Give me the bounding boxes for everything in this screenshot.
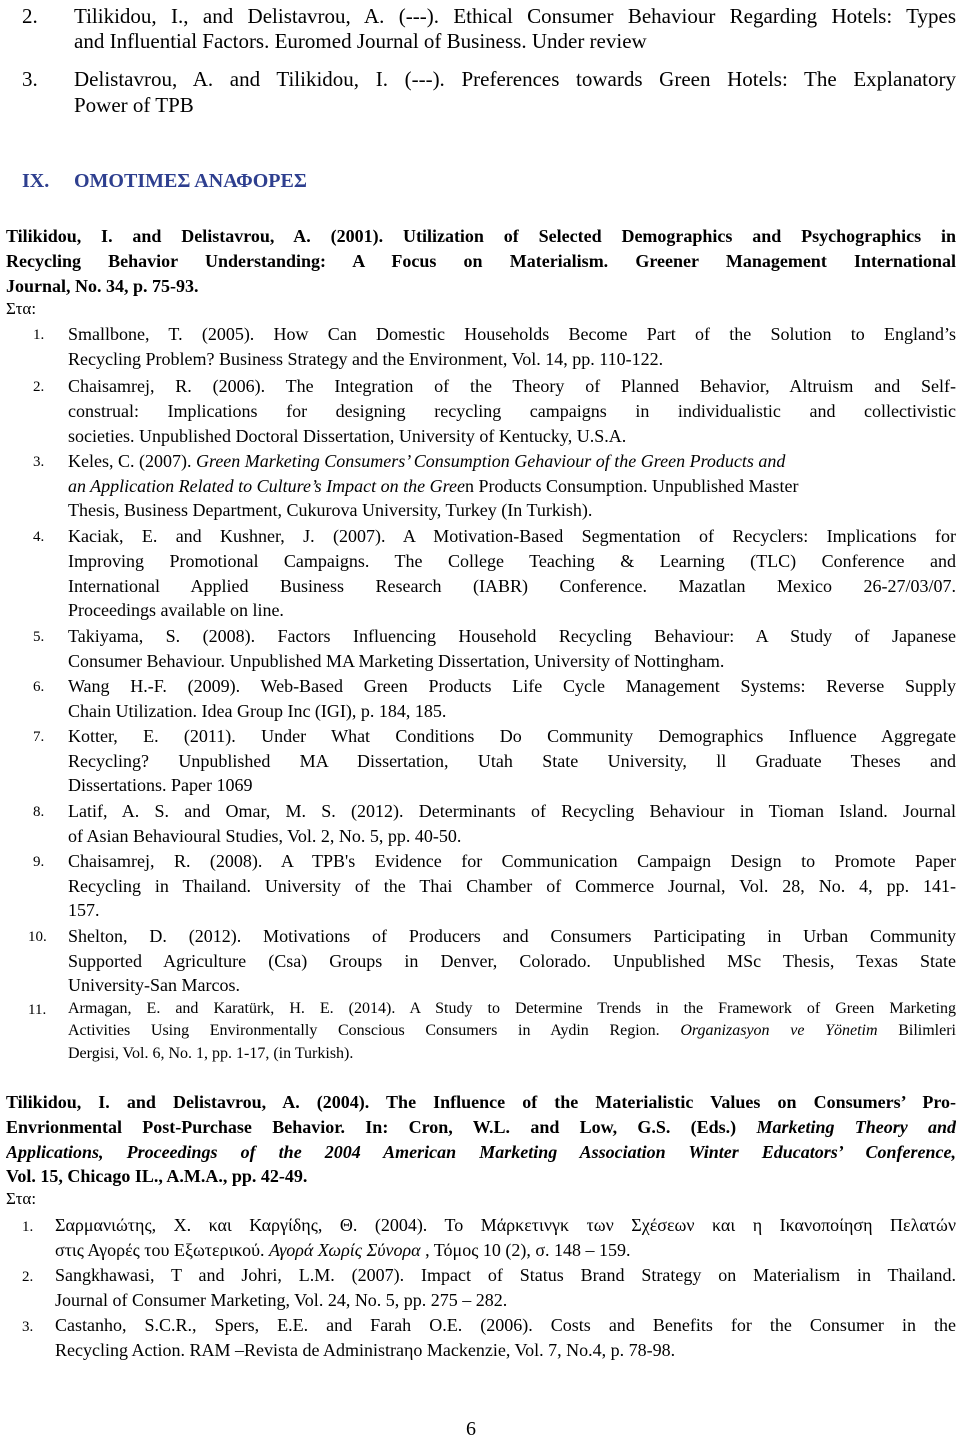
citation-line bbox=[68, 476, 798, 497]
citation-line: Castanho, S.C.R., Spers, E.E. and Farah O.E. (2006). Costs and Benefits for the Consumer in the bbox=[55, 1315, 956, 1335]
citation-line: Thesis, Business Department, Cukurova University, Turkey (In Turkish). bbox=[68, 500, 593, 520]
citation-text: , Τόμος 10 (2), σ. 148 – 159. bbox=[420, 1240, 631, 1260]
citation-line: Consumer Behaviour. Unpublished MA Marketing Dissertation, University of Nottingham. bbox=[68, 651, 725, 671]
reference-heading-line: Vol. 15, Chicago IL., A.M.A., pp. 42-49. bbox=[6, 1166, 308, 1186]
reference-heading-line: Journal, No. 34, p. 75-93. bbox=[6, 276, 199, 296]
citation-line: Σαρμανιώτης, Χ. και Καργίδης, Θ. (2004). Το Μάρκετινγκ των Σχέσεων και η Ικανοποίηση Πελατών bbox=[55, 1215, 956, 1235]
list-item-line: Tilikidou, I., and Delistavrou, A. (---). Ethical Consumer Behaviour Regarding Hotels: Types bbox=[74, 4, 956, 28]
citation-line: Recycling Problem? Business Strategy and the Environment, Vol. 14, pp. 110-122. bbox=[68, 349, 664, 369]
citation-line: Dergisi, Vol. 6, No. 1, pp. 1-17, (in Turkish). bbox=[68, 1045, 354, 1062]
citation-line: University-San Marcos. bbox=[68, 975, 240, 995]
list-item-number: 3. bbox=[22, 67, 38, 91]
citation-line: Chaisamrej, R. (2006). The Integration of the Theory of Planned Behavior, Altruism and Self- bbox=[68, 376, 956, 396]
list-item-line: and Influential Factors. Euromed Journal of Business. Under review bbox=[74, 29, 647, 53]
citation-number: 2. bbox=[33, 379, 45, 395]
citation-line: societies. Unpublished Doctoral Dissertation, University of Kentucky, U.S.A. bbox=[68, 426, 627, 446]
citation-number: 1. bbox=[22, 1219, 34, 1235]
citation-number: 1. bbox=[33, 327, 45, 343]
citation-line: Takiyama, S. (2008). Factors Influencing Household Recycling Behaviour: A Study of Japanese bbox=[68, 626, 956, 646]
citation-line: Dissertations. Paper 1069 bbox=[68, 775, 253, 795]
citation-line: Wang H.-F. (2009). Web-Based Green Products Life Cycle Management Systems: Reverse Supply bbox=[68, 676, 956, 696]
citation-line: 157. bbox=[68, 900, 100, 920]
citation-number: 3. bbox=[22, 1319, 34, 1335]
citation-line: Latif, A. S. and Omar, M. S. (2012). Determinants of Recycling Behaviour in Tioman Island. Journal bbox=[68, 801, 956, 821]
citation-line: Recycling? Unpublished MA Dissertation, Utah State University, ll Graduate Theses and bbox=[68, 751, 956, 771]
citation-line: Sangkhawasi, T and Johri, L.M. (2007). Impact of Status Brand Strategy on Materialism in Thailand. bbox=[55, 1265, 956, 1285]
citation-authors: Keles, C. (2007). bbox=[68, 451, 196, 471]
reference-heading-line: Recycling Behavior Understanding: A Focus on Materialism. Greener Management International bbox=[6, 251, 956, 271]
citation-line: Journal of Consumer Marketing, Vol. 24, No. 5, pp. 275 – 282. bbox=[55, 1290, 508, 1310]
citation-line: of Asian Behavioural Studies, Vol. 2, No. 5, pp. 40-50. bbox=[68, 826, 462, 846]
reference-heading-line bbox=[6, 1117, 956, 1138]
citation-text: n Products Consumption. Unpublished Master bbox=[464, 476, 799, 496]
reference-heading-line: Tilikidou, I. and Delistavrou, A. (2004). The Influence of the Materialistic Values on Consumers’ Pro- bbox=[6, 1092, 956, 1112]
section-title: ΟΜΟΤΙΜΕΣ ΑΝΑΦΟΡΕΣ bbox=[74, 170, 307, 192]
list-item-line: Delistavrou, A. and Tilikidou, I. (---). Preferences towards Green Hotels: The Explanatory bbox=[74, 67, 956, 91]
citation-line: Supported Agriculture (Csa) Groups in Denver, Colorado. Unpublished MSc Thesis, Texas State bbox=[68, 951, 956, 971]
citation-line bbox=[68, 1022, 956, 1040]
citation-line: Smallbone, T. (2005). How Can Domestic Households Become Part of the Solution to England’s bbox=[68, 324, 956, 344]
citation-line: Armagan, E. and Karatürk, H. E. (2014). A Study to Determine Trends in the Framework of Green Marketing bbox=[68, 1000, 956, 1017]
citation-number: 3. bbox=[33, 454, 45, 470]
citation-line: Recycling in Thailand. University of the Thai Chamber of Commerce Journal, Vol. 28, No. 4, pp. 141- bbox=[68, 876, 956, 896]
citation-number: 11. bbox=[28, 1002, 47, 1018]
citation-line: Kaciak, E. and Kushner, J. (2007). A Motivation-Based Segmentation of Recyclers: Implications for bbox=[68, 526, 956, 546]
list-item-number: 2. bbox=[22, 4, 38, 28]
citation-number: 8. bbox=[33, 804, 45, 820]
reference-heading-line: Applications, Proceedings of the 2004 American Marketing Association Winter Educators’ Conference, bbox=[6, 1142, 956, 1162]
section-number: IX. bbox=[22, 170, 50, 192]
citation-number: 7. bbox=[33, 729, 45, 745]
citation-line: Improving Promotional Campaigns. The College Teaching & Learning (TLC) Conference and bbox=[68, 551, 956, 571]
citation-line: construal: Implications for designing recycling campaigns in individualistic and collectivistic bbox=[68, 401, 956, 421]
citation-line bbox=[55, 1240, 631, 1261]
citation-number: 4. bbox=[33, 529, 45, 545]
citation-number: 6. bbox=[33, 679, 45, 695]
reference-book-title: Marketing Theory and bbox=[756, 1117, 956, 1137]
citation-number: 9. bbox=[33, 854, 45, 870]
citation-text: στις Αγορές του Εξωτερικού. bbox=[55, 1240, 270, 1260]
citation-journal: Αγορά Χωρίς Σύνορα bbox=[269, 1240, 421, 1260]
citation-line: Kotter, E. (2011). Under What Conditions Do Community Demographics Influence Aggregate bbox=[68, 726, 956, 746]
reference-heading-line: Tilikidou, I. and Delistavrou, A. (2001). Utilization of Selected Demographics and Psychographics in bbox=[6, 226, 956, 246]
cited-by-label: Στα: bbox=[6, 1189, 37, 1208]
list-item-line: Power of TPB bbox=[74, 93, 194, 117]
citation-line: Shelton, D. (2012). Motivations of Producers and Consumers Participating in Urban Community bbox=[68, 926, 956, 946]
citation-line: Proceedings available on line. bbox=[68, 600, 284, 620]
page-number: 6 bbox=[466, 1418, 476, 1440]
citation-line: International Applied Business Research (IABR) Conference. Mazatlan Mexico 26-27/03/07. bbox=[68, 576, 956, 596]
citation-number: 5. bbox=[33, 629, 45, 645]
citation-title: an Application Related to Culture’s Impact on the Gree bbox=[68, 476, 465, 496]
citation-line bbox=[68, 451, 956, 472]
citation-line: Recycling Action. RAM –Revista de Administraηο Mackenzie, Vol. 7, No.4, p. 78-98. bbox=[55, 1340, 676, 1360]
citation-journal: Organizasyon ve Yönetim bbox=[680, 1022, 878, 1039]
reference-text: Envrionmental Post-Purchase Behavior. In: Cron, W.L. and Low, G.S. (Eds.) bbox=[6, 1117, 757, 1137]
citation-line: Chain Utilization. Idea Group Inc (IGI), p. 184, 185. bbox=[68, 701, 447, 721]
citation-number: 10. bbox=[28, 929, 47, 945]
citation-text: Bilimleri bbox=[877, 1022, 956, 1039]
citation-text: Activities Using Environmentally Conscious Consumers in Aydin Region. bbox=[68, 1022, 681, 1039]
citation-line: Chaisamrej, R. (2008). A TPB's Evidence for Communication Campaign Design to Promote Paper bbox=[68, 851, 956, 871]
cited-by-label: Στα: bbox=[6, 299, 37, 318]
citation-title: Green Marketing Consumers’ Consumption Gehaviour of the Green Products and bbox=[195, 451, 786, 471]
citation-number: 2. bbox=[22, 1269, 34, 1285]
